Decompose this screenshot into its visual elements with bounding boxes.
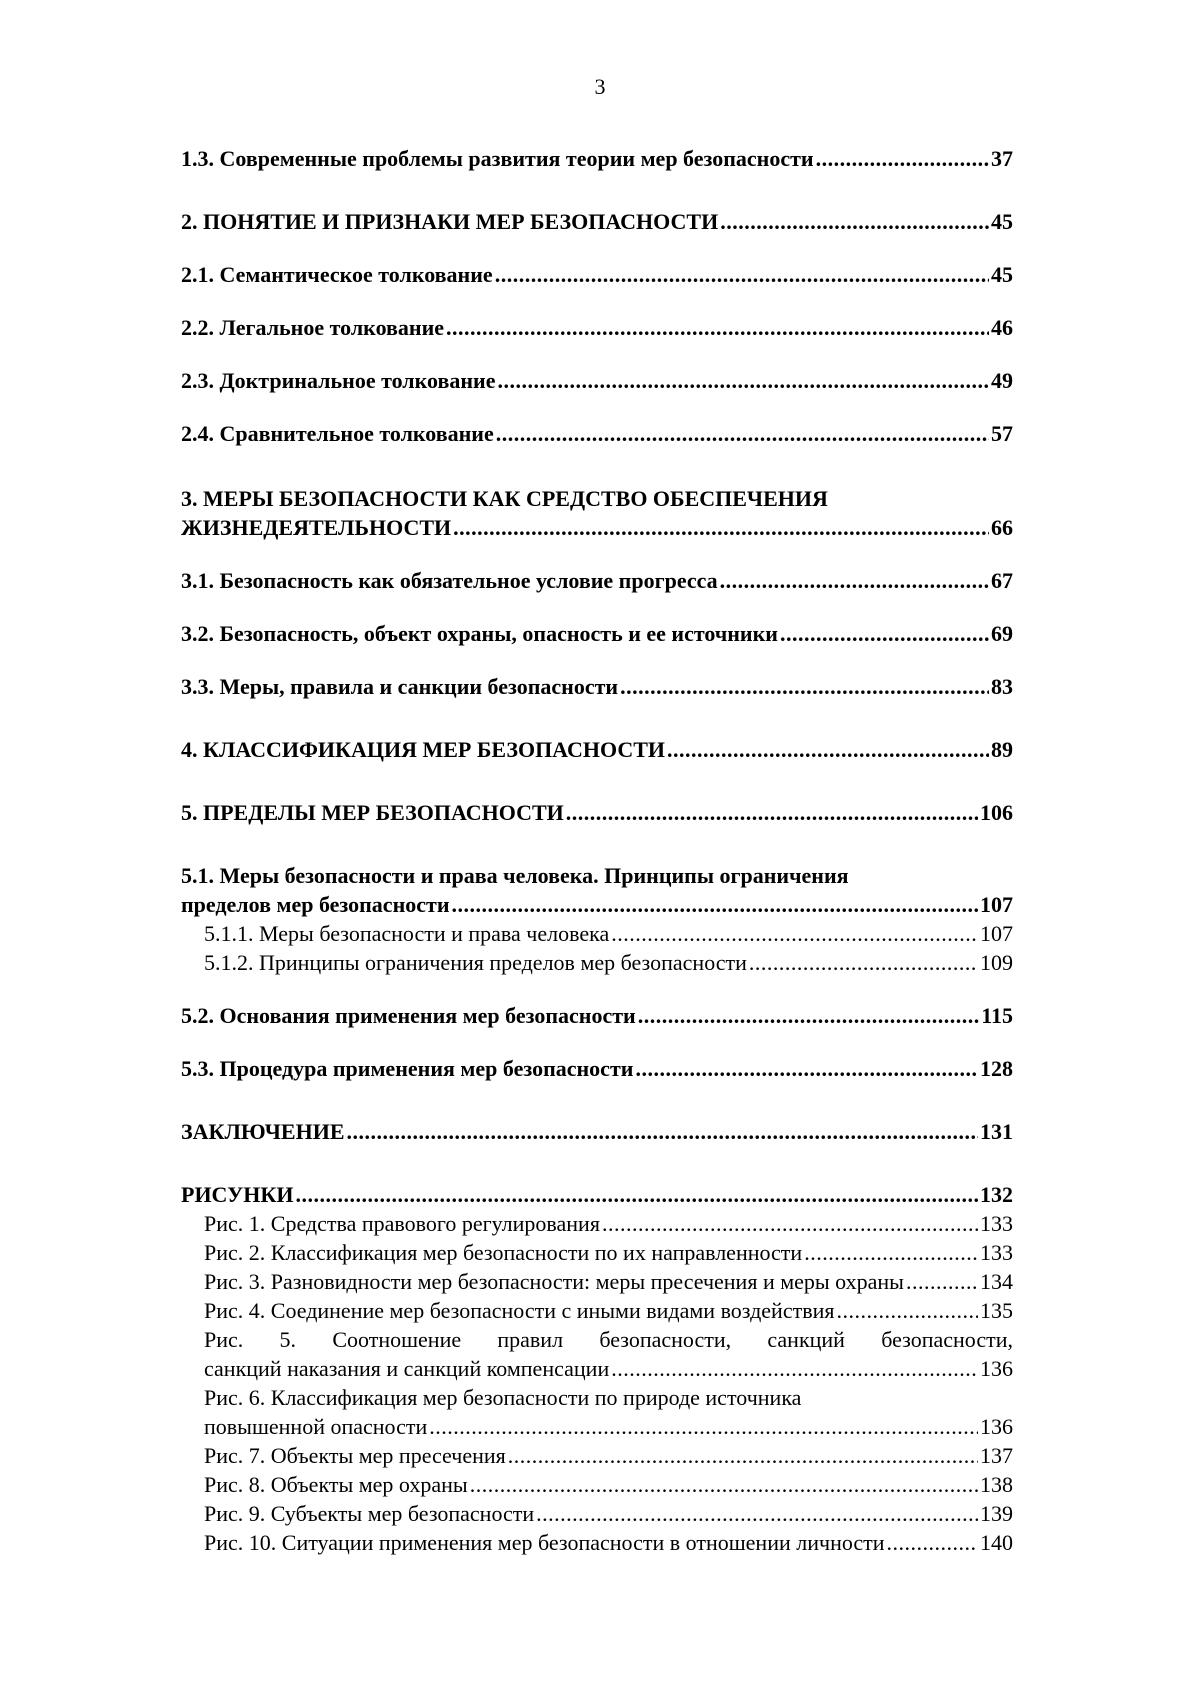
table-of-contents bbox=[181, 144, 1013, 1557]
toc-entry-3-1[interactable] bbox=[181, 566, 1013, 595]
toc-entry-title: Рис. 1. Средства правового регулирования bbox=[204, 1211, 600, 1236]
toc-entry-page: 57 bbox=[991, 421, 1013, 446]
toc-entry-page: 133 bbox=[980, 1211, 1013, 1236]
toc-figure-1[interactable] bbox=[181, 1209, 1013, 1238]
toc-entry-3-2[interactable] bbox=[181, 619, 1013, 648]
toc-entry-title: 3.2. Безопасность, объект охраны, опасность и ее источники bbox=[181, 621, 778, 646]
toc-entry-title: ЖИЗНЕДЕЯТЕЛЬНОСТИ bbox=[181, 515, 452, 540]
toc-entry-title: 2. ПОНЯТИЕ И ПРИЗНАКИ МЕР БЕЗОПАСНОСТИ bbox=[181, 209, 719, 234]
dot-leader bbox=[611, 919, 978, 948]
toc-entry-title: 4. КЛАССИФИКАЦИЯ МЕР БЕЗОПАСНОСТИ bbox=[181, 737, 666, 762]
toc-entry-title-line: Рис. 5. Соотношение правил безопасности, санкций безопасности, bbox=[204, 1327, 1013, 1352]
toc-entry-1-3[interactable] bbox=[181, 144, 1013, 173]
toc-entry-title: пределов мер безопасности bbox=[181, 892, 450, 917]
toc-entry-conclusion[interactable] bbox=[181, 1117, 1013, 1146]
dot-leader bbox=[347, 1117, 979, 1146]
toc-figure-3[interactable] bbox=[181, 1267, 1013, 1296]
dot-leader bbox=[720, 566, 989, 595]
toc-entry-title: 5. ПРЕДЕЛЫ МЕР БЕЗОПАСНОСТИ bbox=[181, 800, 564, 825]
toc-entry-last-line bbox=[181, 1354, 1013, 1383]
toc-entry-figures[interactable] bbox=[181, 1180, 1013, 1209]
toc-entry-page: 137 bbox=[980, 1443, 1013, 1468]
dot-leader bbox=[837, 1296, 979, 1325]
toc-entry-page: 140 bbox=[980, 1530, 1013, 1555]
dot-leader bbox=[667, 735, 989, 764]
toc-entry-title: Рис. 7. Объекты мер пресечения bbox=[204, 1443, 506, 1468]
toc-entry-page: 131 bbox=[980, 1119, 1013, 1144]
toc-entry-last-line bbox=[181, 1412, 1013, 1441]
dot-leader bbox=[536, 1499, 978, 1528]
toc-figure-9[interactable] bbox=[181, 1499, 1013, 1528]
dot-leader bbox=[508, 1441, 978, 1470]
toc-entry-title-line: 3. МЕРЫ БЕЗОПАСНОСТИ КАК СРЕДСТВО ОБЕСПЕЧЕНИЯ bbox=[181, 486, 828, 511]
toc-entry-page: 69 bbox=[991, 621, 1013, 646]
toc-entry-title: 2.4. Сравнительное толкование bbox=[181, 421, 494, 446]
toc-entry-2-3[interactable] bbox=[181, 366, 1013, 395]
toc-entry-5-3[interactable] bbox=[181, 1054, 1013, 1083]
toc-entry-title: 1.3. Современные проблемы развития теории мер безопасности bbox=[181, 146, 814, 171]
toc-entry-page: 83 bbox=[991, 674, 1013, 699]
toc-entry-5-1-2[interactable] bbox=[181, 948, 1013, 977]
toc-entry-page: 139 bbox=[980, 1501, 1013, 1526]
toc-entry-2[interactable] bbox=[181, 207, 1013, 236]
dot-leader bbox=[635, 1054, 978, 1083]
dot-leader bbox=[620, 672, 989, 701]
toc-entry-2-1[interactable] bbox=[181, 260, 1013, 289]
toc-entry-title: 5.2. Основания применения мер безопасности bbox=[181, 1003, 636, 1028]
toc-entry-3[interactable] bbox=[181, 484, 1013, 542]
toc-entry-title: повышенной опасности bbox=[204, 1414, 428, 1439]
toc-entry-title: Рис. 3. Разновидности мер безопасности: меры пресечения и меры охраны bbox=[204, 1269, 904, 1294]
toc-entry-title: 3.3. Меры, правила и санкции безопасности bbox=[181, 674, 619, 699]
toc-entry-page: 45 bbox=[991, 209, 1013, 234]
toc-entry-title: 5.1.1. Меры безопасности и права человека bbox=[204, 921, 610, 946]
toc-entry-page: 106 bbox=[980, 800, 1013, 825]
dot-leader bbox=[452, 890, 979, 919]
dot-leader bbox=[496, 419, 989, 448]
toc-entry-title: санкций наказания и санкций компенсации bbox=[204, 1356, 610, 1381]
toc-entry-title: 3.1. Безопасность как обязательное условие прогресса bbox=[181, 568, 718, 593]
toc-entry-5-1[interactable] bbox=[181, 861, 1013, 919]
toc-entry-5-1-1[interactable] bbox=[181, 919, 1013, 948]
toc-entry-page: 133 bbox=[980, 1240, 1013, 1265]
dot-leader bbox=[638, 1001, 979, 1030]
toc-entry-page: 46 bbox=[991, 315, 1013, 340]
toc-figure-2[interactable] bbox=[181, 1238, 1013, 1267]
toc-entry-title-line: 5.1. Меры безопасности и права человека. Принципы ограничения bbox=[181, 863, 849, 888]
dot-leader bbox=[470, 1470, 978, 1499]
dot-leader bbox=[816, 144, 989, 173]
dot-leader bbox=[495, 260, 989, 289]
toc-entry-5[interactable] bbox=[181, 798, 1013, 827]
toc-entry-title: РИСУНКИ bbox=[181, 1182, 294, 1207]
toc-entry-title: Рис. 2. Классификация мер безопасности по их направленности bbox=[204, 1240, 803, 1265]
toc-entry-page: 89 bbox=[991, 737, 1013, 762]
dot-leader bbox=[453, 513, 989, 542]
dot-leader bbox=[566, 798, 978, 827]
dot-leader bbox=[446, 313, 989, 342]
dot-leader bbox=[720, 207, 989, 236]
toc-entry-page: 109 bbox=[980, 950, 1013, 975]
toc-entry-page: 67 bbox=[991, 568, 1013, 593]
toc-figure-7[interactable] bbox=[181, 1441, 1013, 1470]
toc-entry-page: 37 bbox=[991, 146, 1013, 171]
toc-entry-title: ЗАКЛЮЧЕНИЕ bbox=[181, 1119, 345, 1144]
dot-leader bbox=[602, 1209, 978, 1238]
toc-entry-title-line: Рис. 6. Классификация мер безопасности по природе источника bbox=[204, 1385, 802, 1410]
toc-figure-4[interactable] bbox=[181, 1296, 1013, 1325]
toc-entry-title: Рис. 8. Объекты мер охраны bbox=[204, 1472, 468, 1497]
toc-entry-page: 136 bbox=[980, 1414, 1013, 1439]
toc-entry-page: 136 bbox=[980, 1356, 1013, 1381]
toc-entry-page: 115 bbox=[981, 1003, 1013, 1028]
toc-entry-page: 128 bbox=[980, 1056, 1013, 1081]
dot-leader bbox=[804, 1238, 978, 1267]
dot-leader bbox=[887, 1528, 978, 1557]
toc-entry-last-line bbox=[181, 890, 1013, 919]
toc-entry-page: 138 bbox=[980, 1472, 1013, 1497]
toc-entry-3-3[interactable] bbox=[181, 672, 1013, 701]
toc-entry-page: 49 bbox=[991, 368, 1013, 393]
page-number: 3 bbox=[594, 74, 606, 99]
toc-figure-8[interactable] bbox=[181, 1470, 1013, 1499]
toc-entry-2-2[interactable] bbox=[181, 313, 1013, 342]
dot-leader bbox=[906, 1267, 978, 1296]
toc-entry-title: 2.1. Семантическое толкование bbox=[181, 262, 493, 287]
toc-entry-title: 5.1.2. Принципы ограничения пределов мер безопасности bbox=[204, 950, 747, 975]
toc-entry-4[interactable] bbox=[181, 735, 1013, 764]
toc-figure-5[interactable] bbox=[181, 1325, 1013, 1383]
toc-entry-page: 134 bbox=[980, 1269, 1013, 1294]
toc-figure-10[interactable] bbox=[181, 1528, 1013, 1557]
toc-entry-page: 107 bbox=[980, 921, 1013, 946]
toc-entry-page: 132 bbox=[980, 1182, 1013, 1207]
toc-entry-title: 2.3. Доктринальное толкование bbox=[181, 368, 496, 393]
toc-entry-title: 5.3. Процедура применения мер безопасности bbox=[181, 1056, 634, 1081]
toc-entry-title: Рис. 4. Соединение мер безопасности с иными видами воздействия bbox=[204, 1298, 835, 1323]
toc-entry-last-line bbox=[181, 513, 1013, 542]
toc-entry-2-4[interactable] bbox=[181, 419, 1013, 448]
dot-leader bbox=[780, 619, 989, 648]
dot-leader bbox=[295, 1180, 978, 1209]
toc-entry-page: 107 bbox=[980, 892, 1013, 917]
toc-figure-6[interactable] bbox=[181, 1383, 1013, 1441]
toc-entry-title: 2.2. Легальное толкование bbox=[181, 315, 445, 340]
toc-entry-page: 45 bbox=[991, 262, 1013, 287]
toc-entry-page: 135 bbox=[980, 1298, 1013, 1323]
dot-leader bbox=[749, 948, 978, 977]
toc-entry-5-2[interactable] bbox=[181, 1001, 1013, 1030]
toc-entry-page: 66 bbox=[991, 515, 1013, 540]
dot-leader bbox=[429, 1412, 978, 1441]
toc-entry-title: Рис. 9. Субъекты мер безопасности bbox=[204, 1501, 535, 1526]
dot-leader bbox=[611, 1354, 978, 1383]
dot-leader bbox=[498, 366, 990, 395]
toc-entry-title: Рис. 10. Ситуации применения мер безопасности в отношении личности bbox=[204, 1530, 885, 1555]
